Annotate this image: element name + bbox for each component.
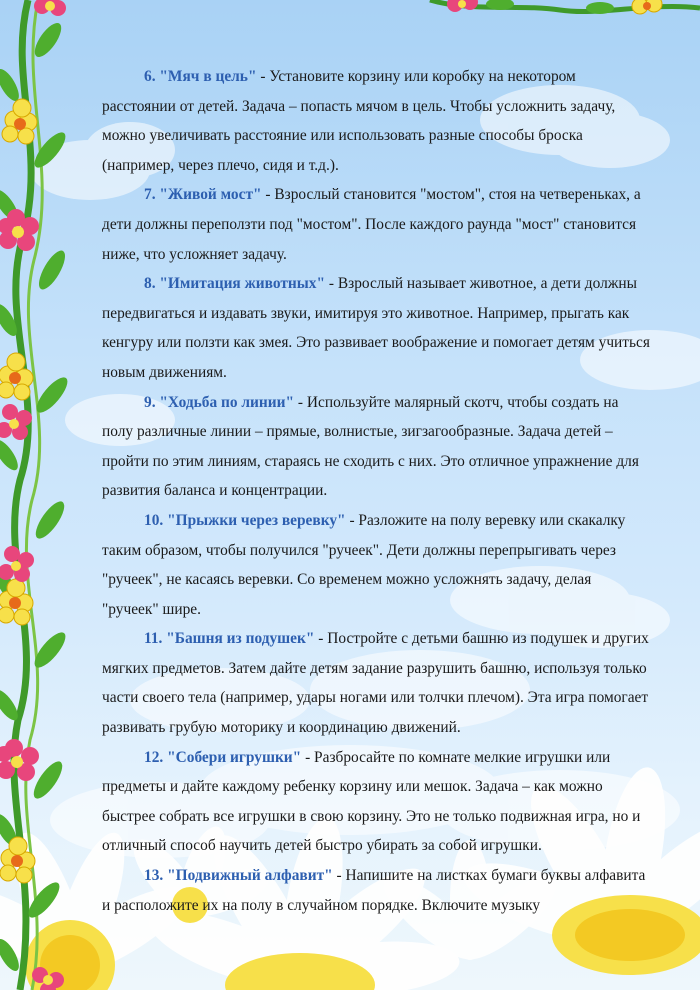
- item-text: - Напишите на листках бумаги буквы алфавита и расположите их на полу в случайном порядке. Включите музыку: [102, 867, 646, 914]
- item-text: - Разбросайте по комнате мелкие игрушки или предметы и дайте каждому ребенку корзину или мешок. Задача – как можно быстрее собрать все игрушки в свою корзину. Это не только подвижная игра, но и отличный способ научить детей быстро убирать за собой игрушки.: [102, 748, 641, 855]
- item-text: - Разложите на полу веревку или скакалку таким образом, чтобы получился "ручеек". Дети должны перепрыгивать через "ручеек", не касаясь веревки. Со временем можно усложнять задачу, делая "ручеек" шире.: [102, 511, 626, 618]
- item-text: - Используйте малярный скотч, чтобы создать на полу различные линии – прямые, волнистые, зигзагообразные. Задача детей – пройти по этим линиям, стараясь не сходить с них. Это отличное упражнение для развития баланса и концентрации.: [102, 393, 639, 500]
- pink-flower-icon: [34, 0, 66, 16]
- item-title: 11. "Башня из подушек": [144, 630, 315, 648]
- item-title: 10. "Прыжки через веревку": [144, 511, 346, 529]
- item-title: 8. "Имитация животных": [144, 275, 326, 293]
- pink-flower-icon: [0, 546, 34, 582]
- item-title: 6. "Мяч в цель": [144, 68, 257, 85]
- article-text: [102, 62, 650, 920]
- list-item: [102, 743, 650, 861]
- list-item: [102, 269, 650, 387]
- top-right-flowers: [430, 0, 700, 14]
- item-text: - Установите корзину или коробку на некотором расстоянии от детей. Задача – попасть мячом в цель. Чтобы усложнить задачу, можно увеличивать расстояние или использовать разные способы броска (например, через плечо, сидя и т.д.).: [102, 68, 616, 174]
- list-item: [102, 388, 650, 506]
- list-item: [102, 180, 650, 269]
- list-item: [102, 861, 650, 920]
- item-title: 12. "Собери игрушки": [144, 748, 302, 766]
- list-item: [102, 62, 650, 180]
- item-text: - Постройте с детьми башню из подушек и других мягких предметов. Затем дайте детям задание разрушить башню, используя только части своего тела (например, удары ногами или толчки плечом). Эта игра помогает развивать грубую моторику и координацию движений.: [102, 630, 649, 737]
- item-text: - Взрослый называет животное, а дети должны передвигаться и издавать звуки, имитируя это животное. Например, прыгать как кенгуру или ползти как змея. Это развивает воображение и помогает детям учиться новым движениям.: [102, 275, 650, 381]
- pink-flower-icon: [0, 739, 39, 781]
- list-item: [102, 624, 650, 742]
- list-item: [102, 506, 650, 624]
- item-title: 7. "Живой мост": [144, 186, 262, 204]
- yellow-flower-icon: [2, 99, 37, 144]
- item-title: 13. "Подвижный алфавит": [144, 867, 333, 885]
- yellow-flower-icon: [0, 353, 33, 400]
- pink-flower-icon: [32, 967, 64, 990]
- item-title: 9. "Ходьба по линии": [144, 393, 295, 411]
- item-text: - Взрослый становится "мостом", стоя на четвереньках, а дети должны переползти под "мостом". После каждого раунда "мост" становится ниже, что усложняет задачу.: [102, 186, 641, 263]
